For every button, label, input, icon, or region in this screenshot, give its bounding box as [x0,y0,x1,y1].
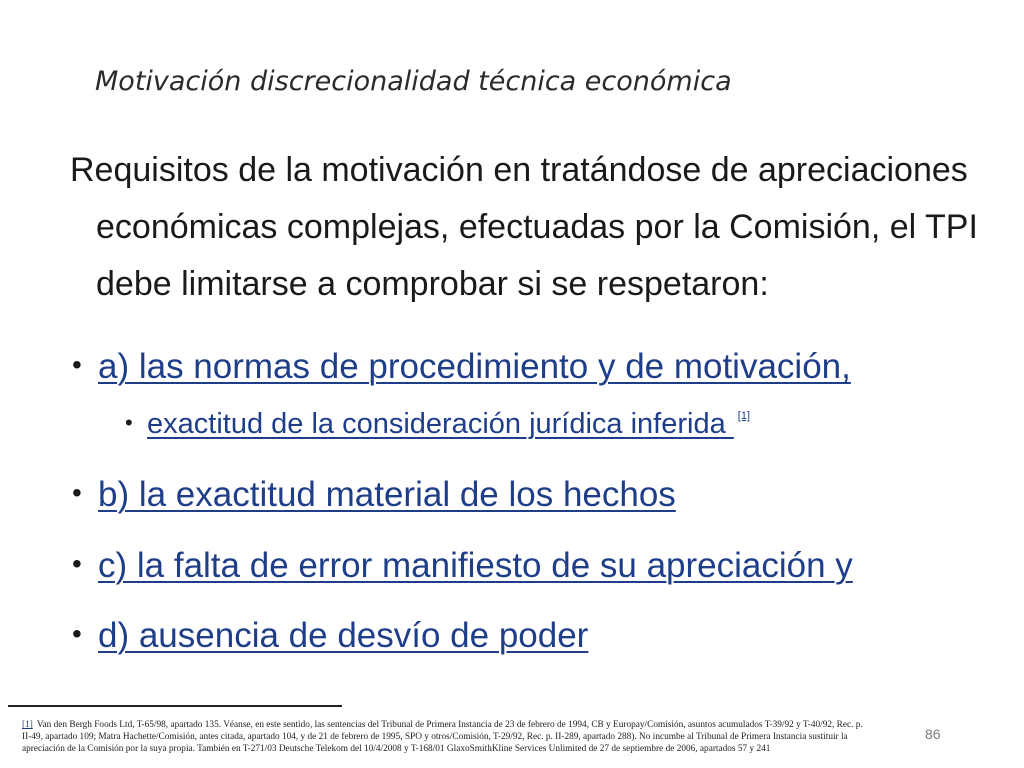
bullet-dot: • [125,410,133,435]
bullet-a-link[interactable]: a) las normas de procedimiento y de motivación, [98,347,851,386]
bullet-a[interactable] [72,347,851,387]
intro-paragraph [70,142,978,313]
bullet-b[interactable] [72,475,676,515]
footnote-backref-link[interactable]: [1] [22,720,33,730]
bullet-a-sub[interactable] [125,408,750,441]
footnote-text-1: Van den Bergh Foods Ltd, T-65/98, apartado 135. Véanse, en este sentido, las sentencias del Tribunal de Primera Instancia de 23 de febrero de 1994, CB y Europay/Comisión, asuntos acumulados T-39/92 y T-40/92, Rec. p. [36,720,863,730]
page-number: 86 [925,726,941,742]
footnote-ref-link[interactable]: [1] [737,410,751,422]
footnote-divider [8,705,342,707]
bullet-b-link[interactable]: b) la exactitud material de los hechos [98,475,676,514]
bullet-dot: • [72,349,82,380]
footnote-line-3: apreciación de la Comisión por la suya propia. También en T-271/03 Deutsche Telekom del 10/4/2008 y T-168/01 GlaxoSmithKline Services Unlimited de 27 de septiembre de 2006, apartados 57 y 241 [22,744,771,754]
slide-title: Motivación discrecionalidad técnica económica [95,66,732,97]
bullet-dot: • [72,548,82,579]
bullet-dot: • [72,477,82,508]
bullet-d[interactable] [72,616,588,656]
footnote [22,719,902,755]
intro-line-1: Requisitos de la motivación en tratándose de apreciaciones [70,151,968,189]
bullet-a-sub-link[interactable]: exactitud de la consideración jurídica inferida [147,408,734,440]
footnote-line-2: II-49, apartado 109; Matra Hachette/Comisión, antes citada, apartado 104, y de 21 de febrero de 1995, SPO y otros/Comisión, T-29/92, Rec. p. II-289, apartado 288). No incumbe al Tribunal de Primera Instancia sustituir la [22,732,848,742]
footnote-line-1 [22,719,902,731]
intro-line-2: económicas complejas, efectuadas por la Comisión, el TPI [96,208,978,246]
bullet-c[interactable] [72,546,853,586]
bullet-dot: • [72,618,82,649]
bullet-c-link[interactable]: c) la falta de error manifiesto de su apreciación y [98,546,853,585]
intro-line-3: debe limitarse a comprobar si se respetaron: [96,265,769,303]
bullet-d-link[interactable]: d) ausencia de desvío de poder [98,616,589,655]
